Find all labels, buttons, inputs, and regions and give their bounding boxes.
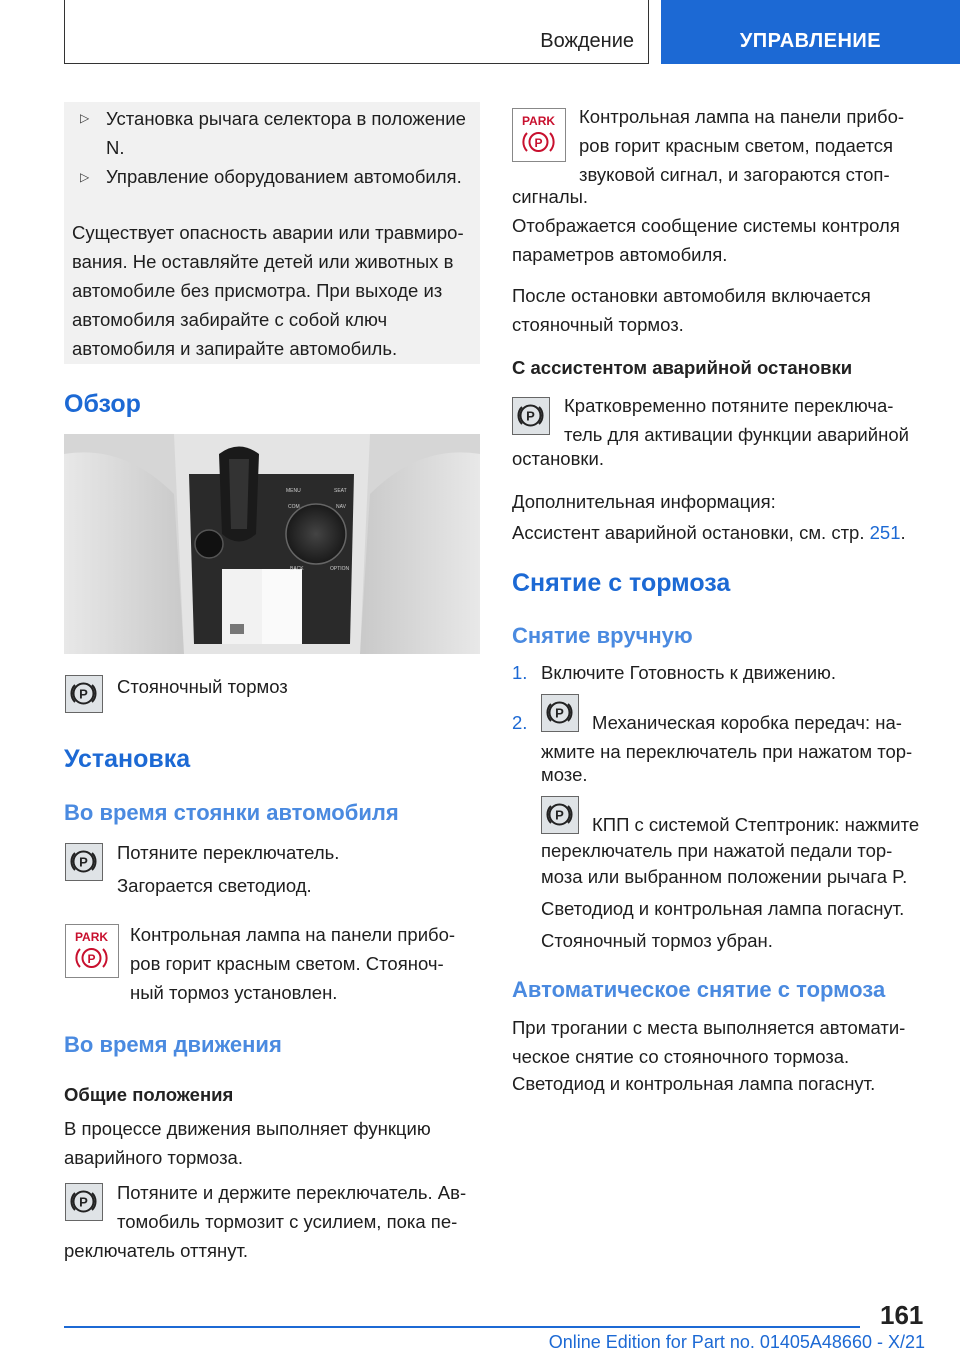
parking-brake-p-icon [541,796,579,834]
parking-brake-p-icon [65,843,103,881]
center-console-photo [64,434,480,654]
step-2b-line1: КПП с системой Стептроник: нажмите [592,814,920,835]
assist-pull-line3: остановки. [512,448,604,469]
parking-brake-p-icon [65,675,103,713]
footer-divider [64,1326,860,1328]
svg-text:P: P [79,686,88,702]
heading-manual: Снятие вручную [512,623,693,648]
footer-edition: Online Edition for Part no. 01405A48660 - X/21 [548,1332,925,1352]
message-text: Отображается сообщение системы контроля параметров автомобиля. [512,215,900,265]
warning-text: Существует опасность аварии или травмиро- вания. Не оставляйте детей или животных в автомобиле без присмотра. При выходе из автомобиля забирайте с собой ключ автомобиля и запирайте автомобиль. [72,222,464,359]
park-red-line1: Контрольная лампа на панели прибо- [579,106,905,127]
assist-pull-line2: тель для активации функции аварийной [564,424,909,445]
console-label-back: BACK [290,566,304,572]
step-1-text: Включите Готовность к движению. [541,662,837,683]
parking-brake-caption: Стояночный тормоз [117,676,288,697]
led-on-text: Загорается светодиод. [117,875,312,896]
auto-led-text: Светодиод и контрольная лампа погаснут. [512,1073,876,1094]
assist-reference: Ассистент аварийной остановки, см. стр. 251. [512,522,906,543]
svg-text:PARK: PARK [521,114,556,128]
header-section-tab [64,0,649,64]
svg-text:P: P [79,1194,88,1210]
warning-item-1: Установка рычага селектора в положение N. [106,108,466,158]
after-stop-text: После остановки автомобиля включается стояночный тормоз. [512,285,871,335]
step-1-number: 1. [512,662,528,683]
step-2d-text: Стояночный тормоз убран. [541,930,773,951]
console-label-option: OPTION [330,566,350,572]
svg-text:P: P [555,705,564,721]
parking-brake-p-icon [512,397,550,435]
warning-box [64,102,480,364]
hold-text-line3: реключатель оттянут. [64,1240,249,1261]
park-red-icon [512,108,566,162]
header-chapter-tab [661,0,960,64]
park-red-line2: ров горит красным светом, подается [579,135,893,156]
step-2b-line3: моза или выбранном положении рычага P. [541,866,908,887]
park-red-line4: сигналы. [512,186,589,207]
park-red-line3: звуковой сигнал, и загораются стоп- [579,164,890,185]
pull-switch-text: Потяните переключатель. [117,842,340,863]
assist-pull-line1: Кратковременно потяните переключа- [564,395,894,416]
step-2-line3: мозе. [541,764,588,785]
console-label-com: COM [288,504,300,510]
heading-auto-release: Автоматическое снятие с тормоза [512,977,886,1002]
heading-release: Снятие с тормоза [512,569,731,597]
triangle-bullet-icon: ▷ [80,170,90,184]
warning-item-2: Управление оборудованием автомобиля. [106,166,462,187]
hold-text-line1: Потяните и держите переключатель. Ав- [117,1182,467,1203]
page-number: 161 [880,1300,924,1330]
heading-overview: Обзор [64,390,141,418]
heading-parked: Во время стоянки автомобиля [64,800,399,825]
header-section-title: Вождение [540,30,634,52]
console-label-menu: MENU [286,488,301,494]
heading-assist: С ассистентом аварийной остановки [512,357,853,378]
svg-text:P: P [534,136,543,150]
emergency-text: В процессе движения выполняет функцию аварийного тормоза. [64,1118,431,1168]
svg-text:P: P [87,952,96,966]
step-2c-text: Светодиод и контрольная лампа погаснут. [541,898,905,919]
svg-text:PARK: PARK [74,930,109,944]
step-2b-line2: переключатель при нажатой педали тор- [541,840,893,861]
park-red-icon [65,924,119,978]
auto-release-text: При трогании с места выполняется автомати- ческое снятие со стояночного тормоза. [512,1017,906,1067]
hold-text-line2: томобиль тормозит с усилием, пока пе- [117,1211,458,1232]
more-info-label: Дополнительная информация: [512,491,776,512]
svg-text:P: P [526,408,535,424]
parking-brake-p-icon [65,1183,103,1221]
step-2-line2: жмите на переключатель при нажатом тор- [541,741,913,762]
console-illustration [64,434,480,654]
console-label-nav: NAV [336,504,346,510]
console-label-seat: SEAT [334,488,347,494]
parking-brake-p-icon [541,694,579,732]
step-2-line1: Механическая коробка передач: на- [592,712,902,733]
page-link-251[interactable]: 251 [869,522,901,543]
header-chapter-title: УПРАВЛЕНИЕ [739,30,882,52]
heading-setting: Установка [64,745,191,773]
triangle-bullet-icon: ▷ [80,111,90,125]
park-lamp-text: Контрольная лампа на панели прибо- ров горит красным светом. Стояноч- ный тормоз установлен. [130,924,456,1003]
step-2-number: 2. [512,712,528,733]
heading-driving: Во время движения [64,1032,282,1057]
svg-text:P: P [79,854,88,870]
svg-text:P: P [555,807,564,823]
heading-general: Общие положения [64,1084,234,1105]
